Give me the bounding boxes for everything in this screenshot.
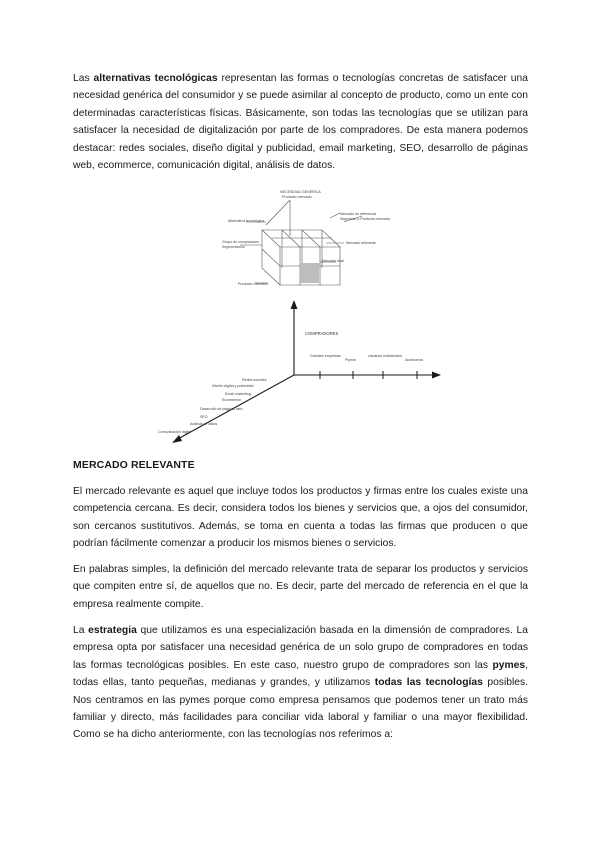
z-axis-labels	[158, 378, 267, 434]
cube-highlight-cell	[300, 263, 319, 283]
p1-text-start: Las	[73, 73, 94, 84]
paragraph-palabras-simples: En palabras simples, la definición del mercado relevante trata de separar los productos y servicios que compiten entre sí, de aquellos que no. Es decir, parte del mercado de referencia en el que la empresa realmente compite.	[73, 564, 528, 610]
y-axis-label: COMPRADORES	[305, 331, 339, 336]
cube-label-mercado-relevante: Mercado relevante	[346, 241, 376, 245]
p1-text-rest: representan las formas o tecnologías concretas de satisfacer una necesidad genérica del consumidor y se puede asimilar al concepto de producto, como un ente con determinadas características físicas. Básicamente, son todas las tecnologías que se utilizan para satisfacer la necesidad de digitalización por parte de los compradores. De esta manera podemos destacar: redes sociales, diseño digital y publicidad, email marketing, SEO, desarrollo de páginas web, ecommerce, comunicación digital, análisis de datos.	[73, 73, 528, 172]
z-label-diseno: Diseño digital y publicidad	[212, 384, 254, 388]
cube-label-mercado-referencia: Mercado de referencia	[340, 212, 376, 216]
z-label-analisis: Análisis de datos	[190, 422, 218, 426]
cube-label-segmentacion: Segmentación	[222, 245, 245, 249]
p4-bold-tecnologias: todas las tecnologías	[374, 677, 483, 689]
z-label-web: Desarrollo de páginas web	[200, 407, 243, 411]
p4-text-mid2: , todas ellas, tanto pequeñas, medianas y grandes, y utilizamos	[73, 659, 528, 689]
paragraph-estrategia	[73, 622, 528, 744]
p4-bold-estrategia: estrategia	[88, 625, 137, 636]
x-axis-labels	[310, 354, 423, 362]
p1-bold-term: alternativas tecnológicas	[93, 73, 218, 84]
cube-label-alternativa: Alternativa tecnológica	[228, 219, 265, 223]
z-label-seo: SEO	[200, 415, 208, 419]
axes-diagram	[176, 305, 435, 440]
cube-label-producto-mercado-top: Producto-mercado	[282, 195, 312, 199]
x-axis-arrow	[432, 372, 441, 379]
x-label-grandes: Grandes empresas	[310, 354, 341, 358]
z-label-ecommerce: Ecommerce	[222, 398, 242, 402]
p4-bold-pymes: pymes	[492, 659, 526, 671]
x-label-usuarios: Usuarios individuales	[368, 354, 402, 358]
cube-label-necesidad: NECESIDAD GENÉRICA	[280, 190, 321, 194]
z-label-comunicacion: Comunicación digital	[158, 430, 192, 434]
z-axis-arrow	[172, 435, 182, 443]
p4-text-start: La	[73, 625, 89, 636]
cube-label-segmento: Segmento o Producto-mercado	[340, 217, 390, 221]
x-label-autonomos: Autónomos	[405, 358, 424, 362]
section-heading-mercado-relevante: MERCADO RELEVANTE	[73, 459, 195, 471]
cube-label-grupo: Grupo de compradores	[222, 240, 259, 244]
cube-label-producto-mercado-bottom: Producto-mercado	[238, 282, 268, 286]
x-label-pymes: Pymes	[345, 358, 356, 362]
y-axis-arrow	[291, 300, 298, 309]
p4-text-rest: posibles. Nos centramos en las pymes porque como empresa pensamos que podemos tener un trato más familiar y directo, más facilidades para conciliar vida laboral y familiar o una mayor flexibilidad. Como se ha dicho anteriormente, con las tecnologías nos referimos a:	[73, 677, 528, 741]
z-label-redes: Redes sociales	[242, 378, 267, 382]
cube-label-mercado-total: Mercado total	[322, 259, 344, 263]
paragraph-mercado-relevante: El mercado relevante es aquel que incluye todos los productos y firmas entre los cuales existe una competencia cercana. Es decir, considera todos los bienes y servicios que, a ojos del consumidor, son cercanos sustitutivos. Además, se toma en cuenta a todas las firmas que producen o que podrían fácilmente comenzar a producir los mismos bienes o servicios.	[73, 486, 528, 550]
z-label-email: Email marketing	[225, 392, 251, 396]
p4-text-mid1: que utilizamos es una especialización basada en la dimensión de compradores. La empresa opta por satisfacer una necesidad genérica de un solo grupo de compradores en todas las formas tecnológicas posibles. En este caso, nuestro grupo de compradores son las	[73, 625, 528, 671]
